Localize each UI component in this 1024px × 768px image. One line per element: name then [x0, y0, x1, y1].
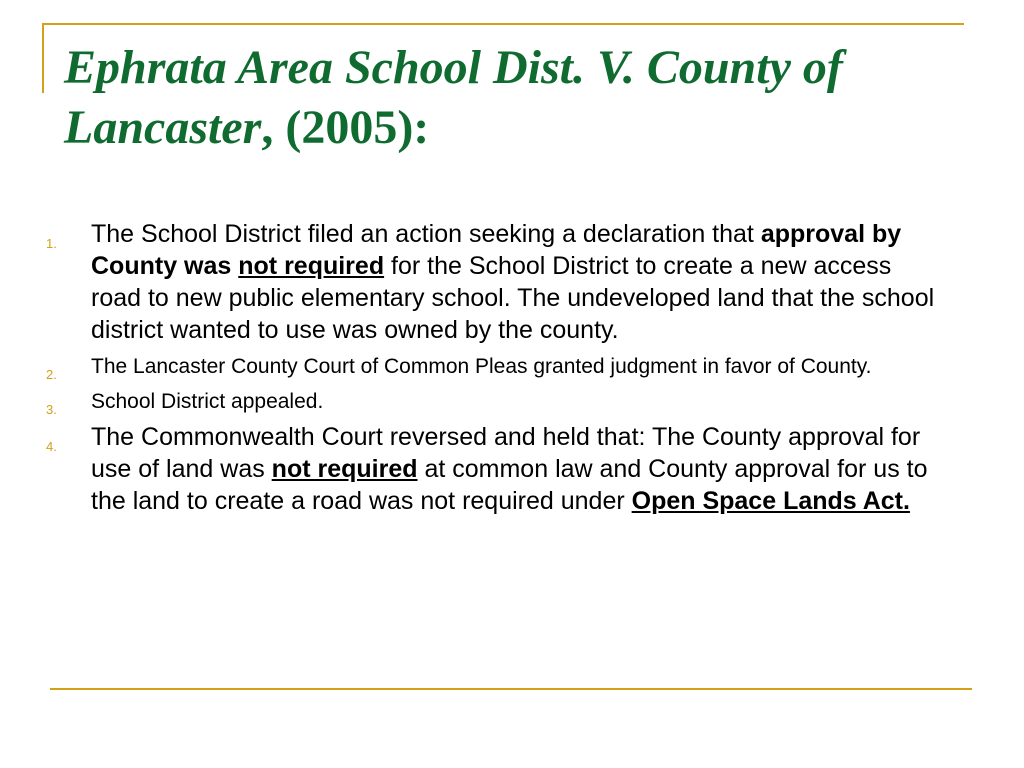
- list-number-4: 4.: [46, 439, 57, 454]
- point-4-text-a: The Commonwealth Court reversed and held that: The County approval for use of land was: [91, 423, 921, 483]
- numbered-list: [38, 218, 948, 517]
- slide-title: [64, 38, 984, 158]
- list-item-1: [38, 218, 948, 346]
- list-item-2: [38, 352, 948, 382]
- case-name: Ephrata Area School Dist. V. County of Lancaster: [64, 41, 843, 154]
- point-1-text-b: for the School District to create a new access road to new public elementary school. The undeveloped land that the school district wanted to use was owned by the county.: [91, 252, 935, 344]
- case-year: , (2005):: [261, 101, 430, 154]
- list-number-1: 1.: [46, 236, 57, 251]
- point-4-open-space-act: Open Space Lands Act.: [631, 487, 910, 515]
- bottom-gold-rule: [50, 688, 972, 690]
- point-1-text-a: The School District filed an action seeking a declaration that: [91, 220, 761, 248]
- point-1-not-required: not required: [238, 252, 385, 280]
- list-number-3: 3.: [46, 402, 57, 417]
- list-number-2: 2.: [46, 367, 57, 382]
- list-item-3: [38, 387, 948, 417]
- point-2-text: The Lancaster County Court of Common Pleas granted judgment in favor of County.: [91, 355, 872, 378]
- left-gold-rule: [42, 23, 44, 93]
- point-4-text-b: at common law and County approval for us to the land to create a road was not required under: [91, 455, 928, 515]
- point-3-text: School District appealed.: [91, 390, 324, 413]
- list-item-4: [38, 421, 948, 517]
- point-1-bold: approval by County was: [91, 220, 902, 280]
- top-gold-rule: [42, 23, 964, 25]
- point-4-not-required: not required: [271, 455, 418, 483]
